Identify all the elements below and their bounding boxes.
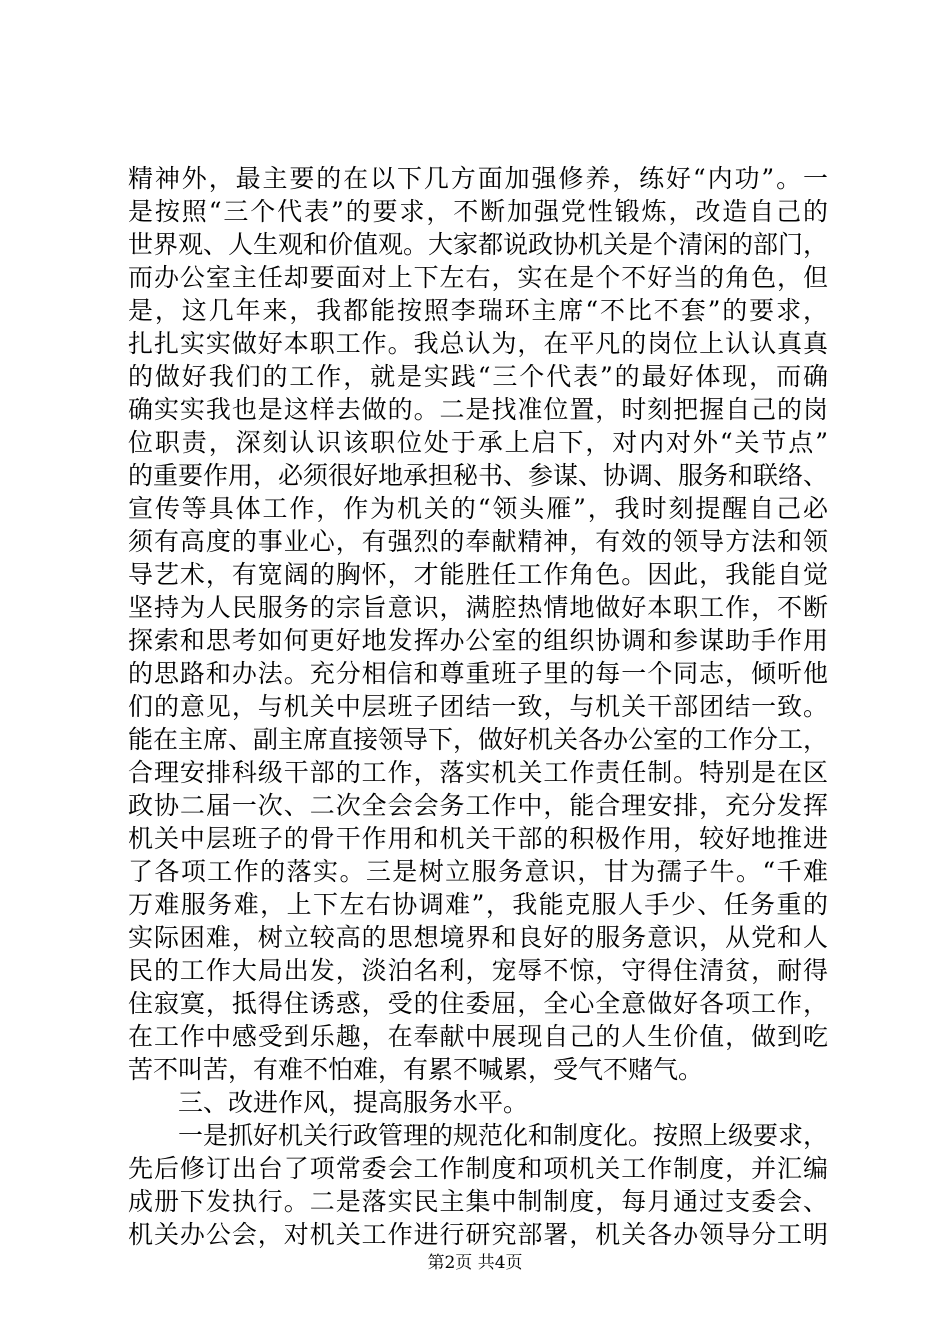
text-line: 探索和思考如何更好地发挥办公室的组织协调和参谋助手作用	[128, 626, 828, 655]
text-line: 先后修订出台了项常委会工作制度和项机关工作制度，并汇编	[128, 1154, 828, 1183]
text-line: 扎扎实实做好本职工作。我总认为，在平凡的岗位上认认真真	[128, 329, 828, 358]
text-line: 苦不叫苦，有难不怕难，有累不喊累，受气不赌气。	[128, 1055, 704, 1084]
text-line: 位职责，深刻认识该职位处于承上启下，对内对外“关节点”	[128, 428, 828, 457]
text-line: 须有高度的事业心，有强烈的奉献精神，有效的领导方法和领	[128, 527, 828, 556]
text-line: 的思路和办法。充分相信和尊重班子里的每一个同志，倾听他	[128, 659, 828, 688]
text-line: 的重要作用，必须很好地承担秘书、参谋、协调、服务和联络、	[128, 461, 828, 490]
text-line: 了各项工作的落实。三是树立服务意识，甘为孺子牛。“千难	[128, 857, 828, 886]
text-line: 合理安排科级干部的工作，落实机关工作责任制。特别是在区	[128, 758, 828, 787]
text-line: 坚持为人民服务的宗旨意识，满腔热情地做好本职工作，不断	[128, 593, 828, 622]
text-line: 精神外，最主要的在以下几方面加强修养，练好“内功”。一	[128, 164, 828, 193]
text-line: 宣传等具体工作，作为机关的“领头雁”，我时刻提醒自己必	[128, 494, 828, 523]
body-text	[128, 162, 828, 1251]
text-line: 而办公室主任却要面对上下左右，实在是个不好当的角色，但	[128, 263, 828, 292]
text-line: 世界观、人生观和价值观。大家都说政协机关是个清闲的部门，	[128, 230, 828, 259]
text-line: 政协二届一次、二次全会会务工作中，能合理安排，充分发挥	[128, 791, 828, 820]
text-line: 是按照“三个代表”的要求，不断加强党性锻炼，改造自己的	[128, 197, 828, 226]
page-footer: 第2页 共4页	[427, 1253, 523, 1273]
text-line: 导艺术，有宽阔的胸怀，才能胜任工作角色。因此，我能自觉	[128, 560, 828, 589]
text-line: 们的意见，与机关中层班子团结一致，与机关干部团结一致。	[128, 692, 828, 721]
text-line: 能在主席、副主席直接领导下，做好机关各办公室的工作分工，	[128, 725, 828, 754]
text-line: 机关中层班子的骨干作用和机关干部的积极作用，较好地推进	[128, 824, 828, 853]
text-line: 民的工作大局出发，淡泊名利，宠辱不惊，守得住清贫，耐得	[128, 956, 828, 985]
text-line: 在工作中感受到乐趣，在奉献中展现自己的人生价值，做到吃	[128, 1022, 828, 1051]
text-line: 万难服务难，上下左右协调难”，我能克服人手少、任务重的	[128, 890, 828, 919]
text-line: 确实实我也是这样去做的。二是找准位置，时刻把握自己的岗	[128, 395, 828, 424]
text-line: 一是抓好机关行政管理的规范化和制度化。按照上级要求，	[178, 1121, 828, 1150]
text-line: 是，这几年来，我都能按照李瑞环主席“不比不套”的要求，	[128, 296, 828, 325]
text-line: 成册下发执行。二是落实民主集中制制度，每月通过支委会、	[128, 1187, 828, 1216]
text-line: 机关办公会，对机关工作进行研究部署，机关各办领导分工明	[128, 1220, 828, 1249]
text-line: 实际困难，树立较高的思想境界和良好的服务意识，从党和人	[128, 923, 828, 952]
text-line: 三、改进作风，提高服务水平。	[178, 1088, 529, 1117]
text-line: 住寂寞，抵得住诱惑，受的住委屈，全心全意做好各项工作，	[128, 989, 828, 1018]
text-line: 的做好我们的工作，就是实践“三个代表”的最好体现，而确	[128, 362, 828, 391]
